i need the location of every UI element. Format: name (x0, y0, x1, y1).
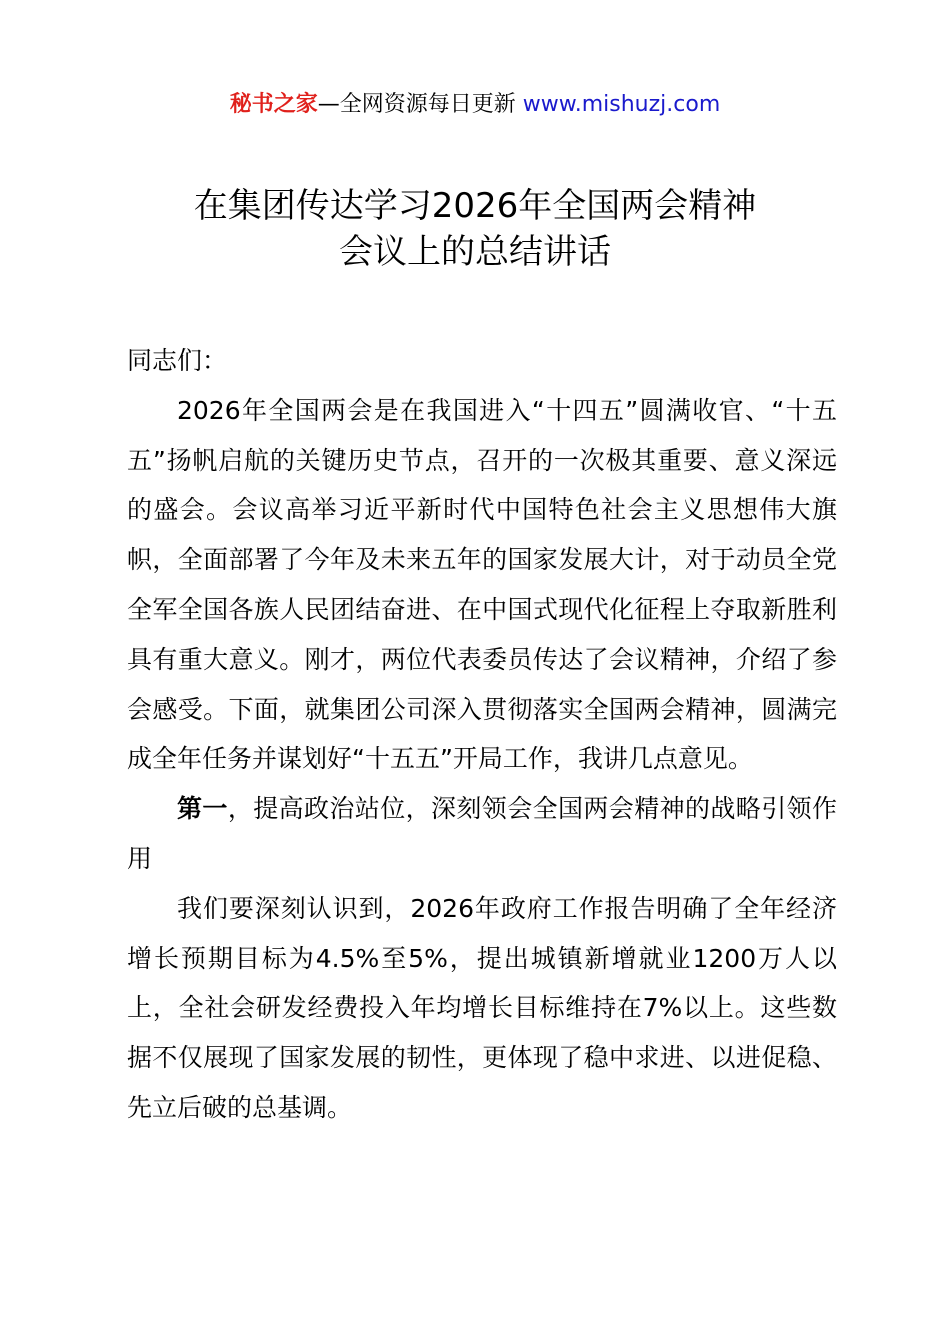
brand-name: 秘书之家 (229, 92, 318, 117)
site-url-link[interactable]: www.mishuzj.com (522, 92, 721, 117)
section-heading-1 (127, 784, 837, 884)
document-body (127, 336, 837, 1133)
salutation: 同志们： (127, 346, 228, 375)
section-heading-text: ，提高政治站位，深刻领会全国两会精神的战略引领作用 (127, 794, 837, 873)
paragraph-targets: 我们要深刻认识到，2026年政府工作报告明确了全年经济增长预期目标为4.5%至5%，提出城镇新增就业1200万人以上，全社会研发经费投入年均增长目标维持在7%以上。这些数据不仅展现了国家发展的韧性，更体现了稳中求进、以进促稳、先立后破的总基调。 (127, 893, 837, 1122)
header-tagline: —全网资源每日更新 (317, 92, 523, 117)
document-title (0, 183, 950, 275)
title-line-1: 在集团传达学习2026年全国两会精神 (193, 186, 757, 226)
title-line-2: 会议上的总结讲话 (339, 232, 611, 272)
paragraph-intro: 2026年全国两会是在我国进入“十四五”圆满收官、“十五五”扬帆启航的关键历史节点，召开的一次极其重要、意义深远的盛会。会议高举习近平新时代中国特色社会主义思想伟大旗帜，全面部署了今年及未来五年的国家发展大计，对于动员全党全军全国各族人民团结奋进、在中国式现代化征程上夺取新胜利具有重大意义。刚才，两位代表委员传达了会议精神，介绍了参会感受。下面，就集团公司深入贯彻落实全国两会精神，圆满完成全年任务并谋划好“十五五”开局工作，我讲几点意见。 (127, 395, 837, 774)
site-header (0, 88, 950, 122)
section-lead: 第一 (177, 794, 228, 824)
